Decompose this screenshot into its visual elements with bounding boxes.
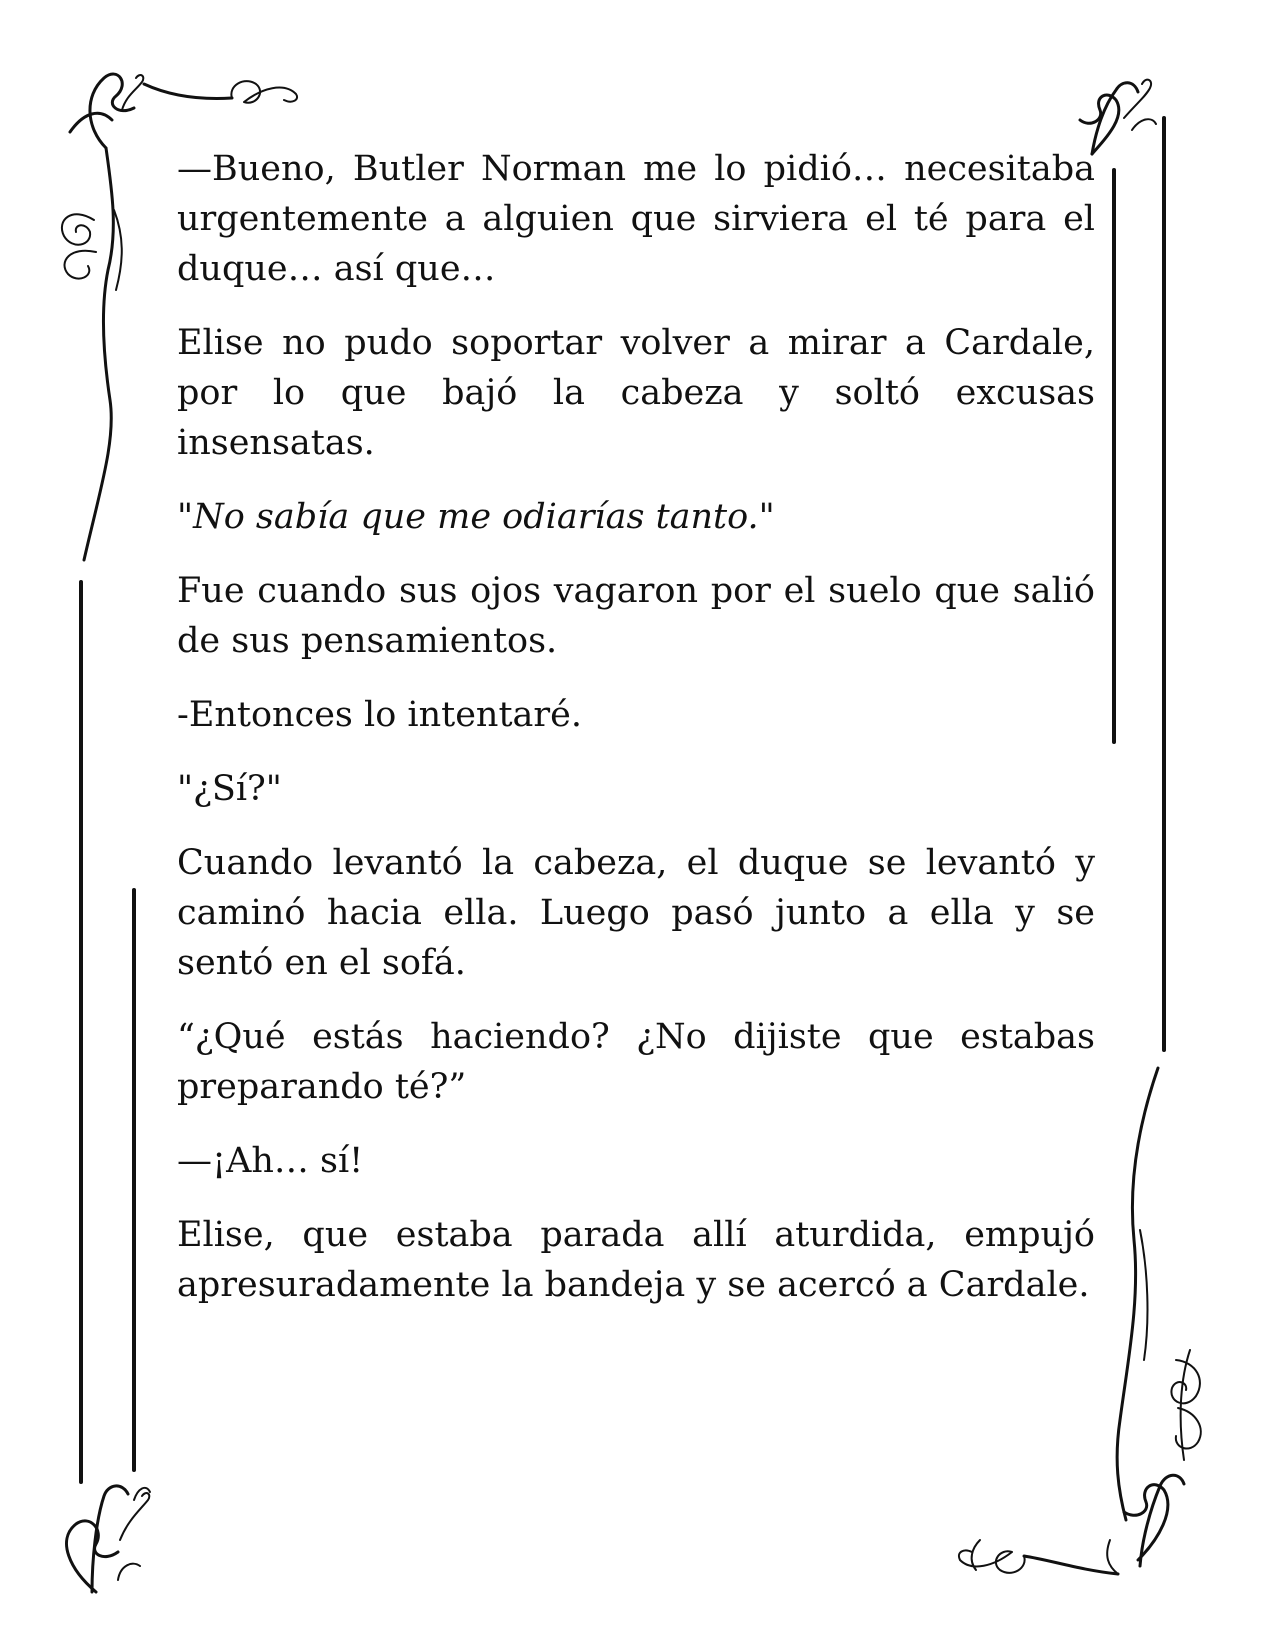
paragraph-4: Fue cuando sus ojos vagaron por el suelo que salió de sus pensamientos.: [177, 571, 1095, 661]
paragraph-8: “¿Qué estás haciendo? ¿No dijiste que estabas preparando té?”: [177, 1017, 1095, 1107]
paragraph-9: —¡Ah… sí!: [177, 1141, 364, 1181]
paragraph-6: "¿Sí?": [177, 769, 282, 809]
bottom-left-flourish-ornament: [67, 1486, 150, 1592]
top-right-flourish-ornament: [1080, 80, 1156, 154]
paragraph-10: Elise, que estaba parada allí aturdida, empujó apresuradamente la bandeja y se acercó a Cardale.: [177, 1215, 1095, 1305]
paragraph-5: -Entonces lo intentaré.: [177, 695, 582, 735]
paragraph-1: —Bueno, Butler Norman me lo pidió… necesitaba urgentemente a alguien que sirviera el té para el duque… así que…: [177, 149, 1095, 289]
text-column: [177, 144, 1095, 1334]
paragraph-3-italic-quote: "No sabía que me odiarías tanto.": [177, 497, 775, 537]
paragraph-2: Elise no pudo soportar volver a mirar a Cardale, por lo que bajó la cabeza y soltó excusas insensatas.: [177, 323, 1095, 463]
paragraph-7: Cuando levantó la cabeza, el duque se levantó y caminó hacia ella. Luego pasó junto a ella y se sentó en el sofá.: [177, 843, 1095, 983]
